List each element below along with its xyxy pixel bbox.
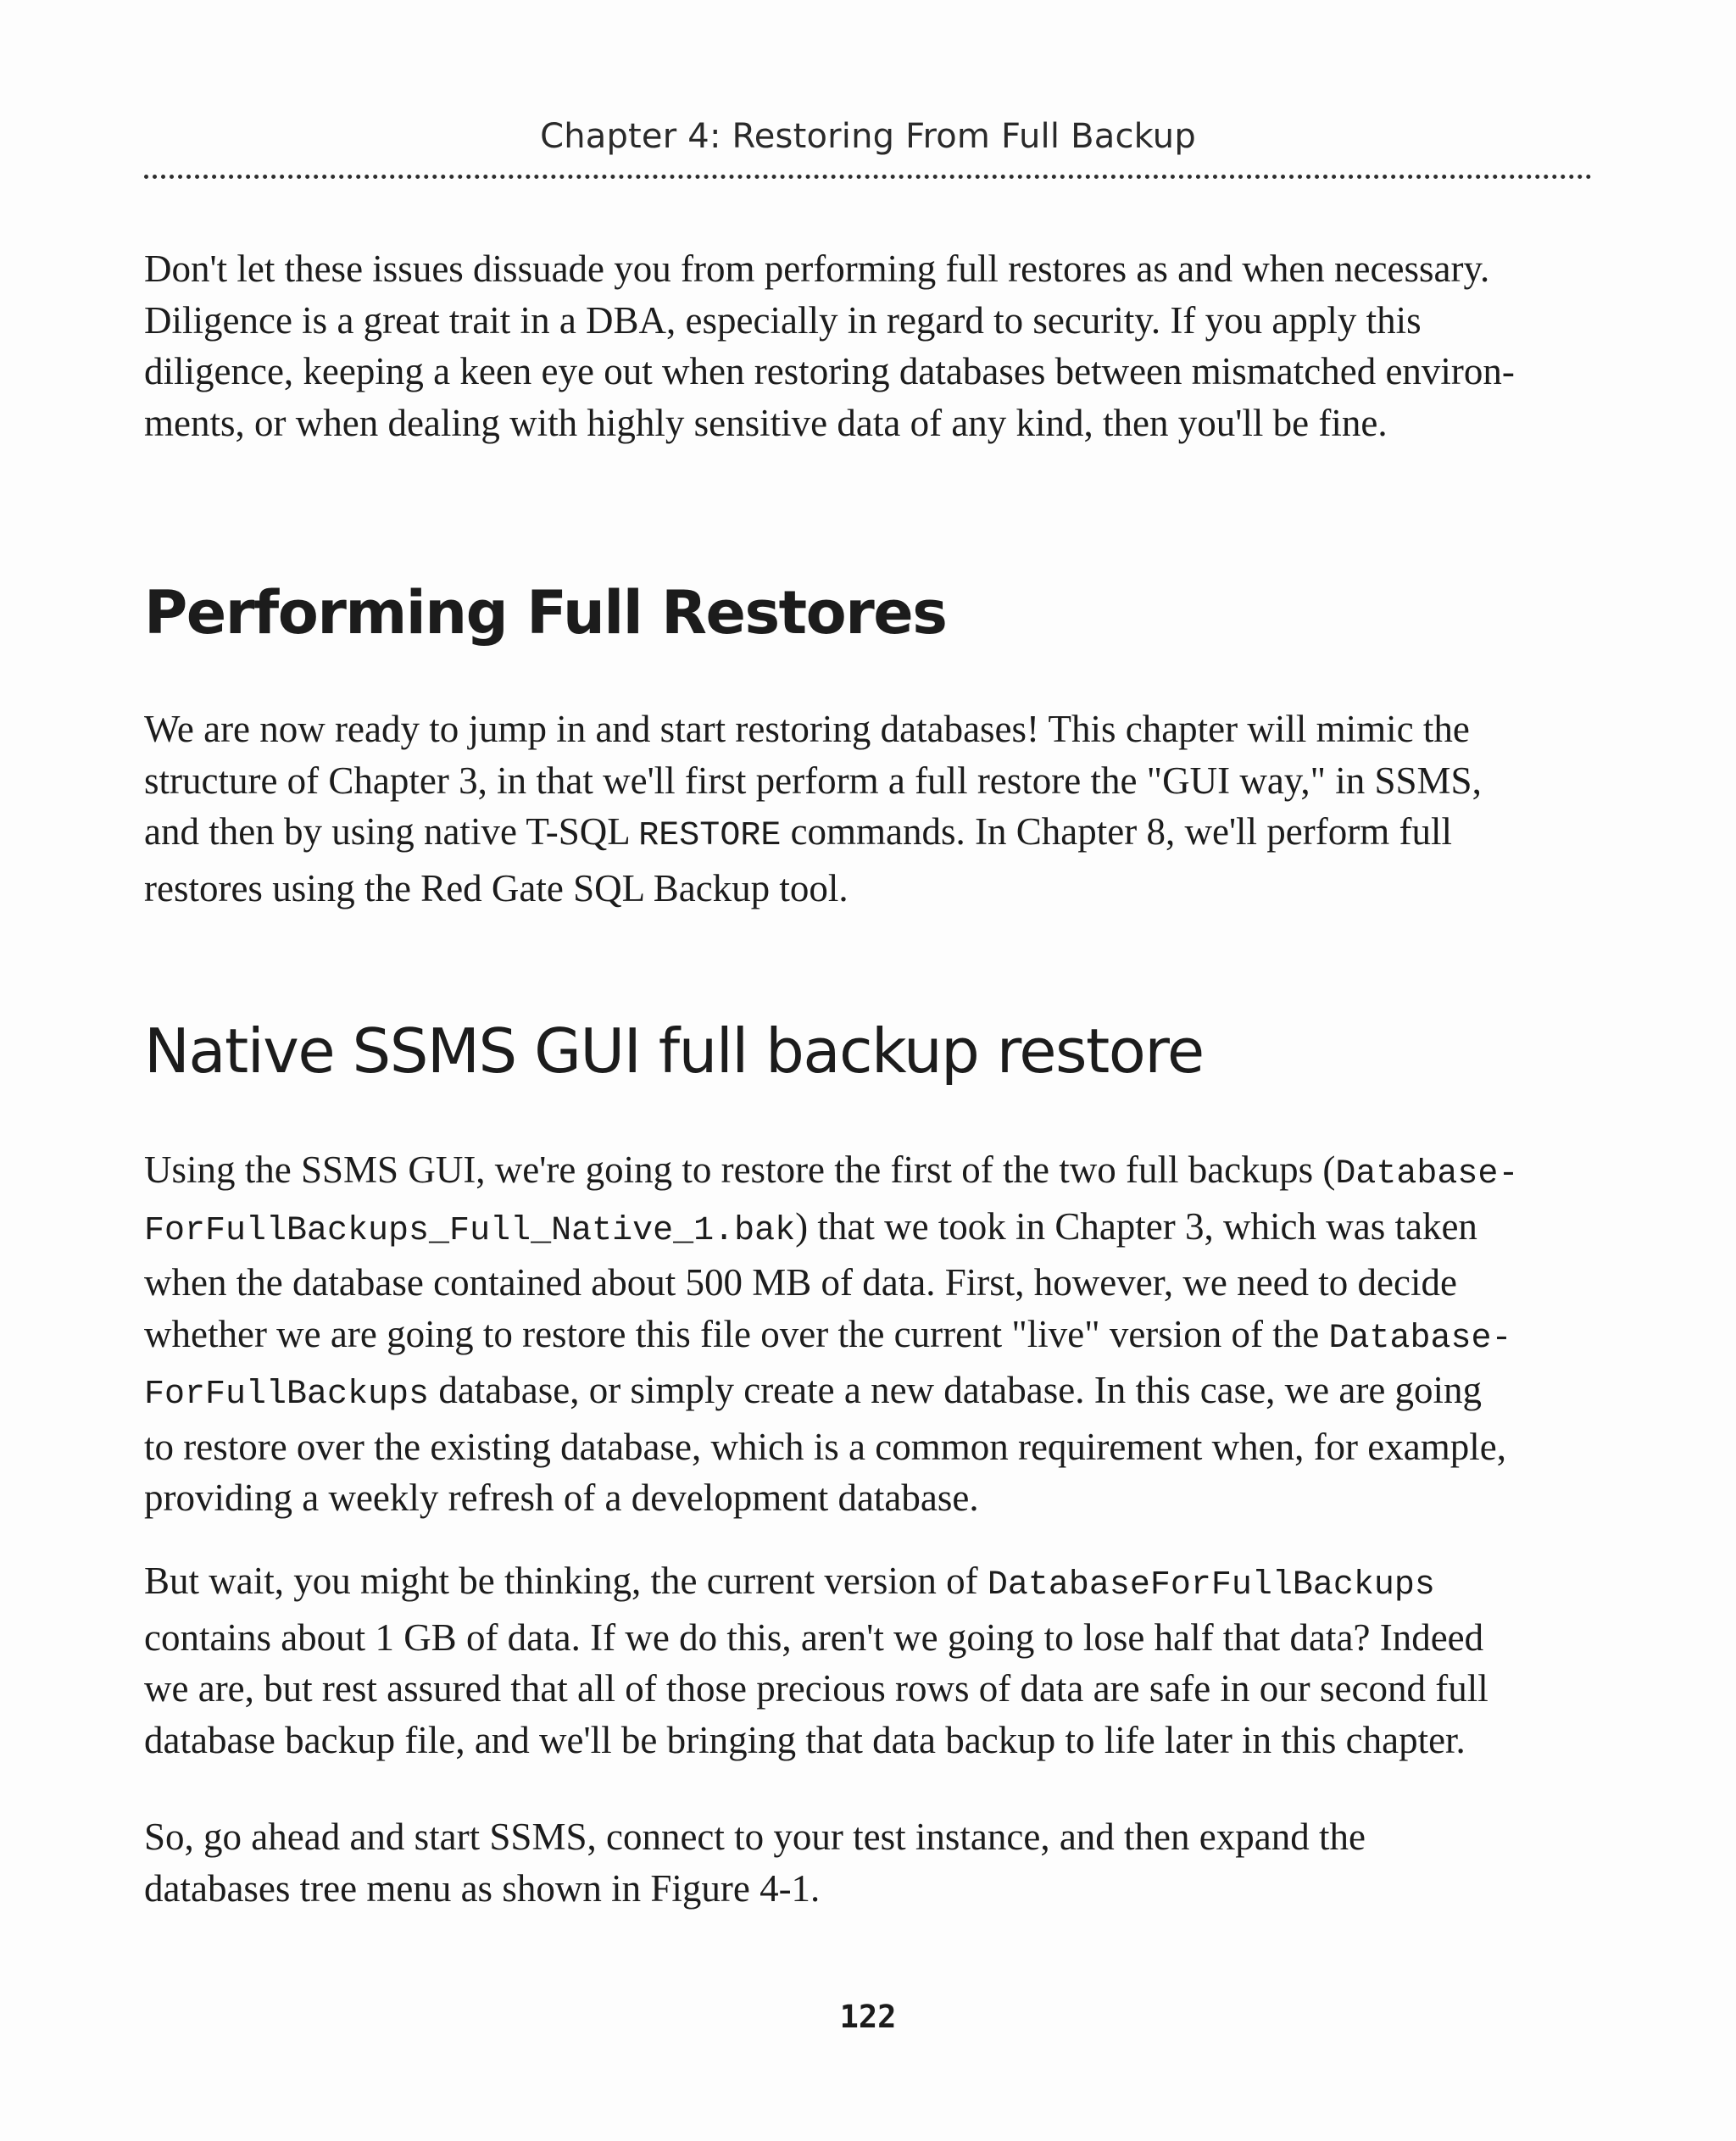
text-line: diligence, keeping a keen eye out when restoring databases between mismatched environ- [144,350,1515,392]
paragraph-intro [144,243,1592,448]
text-line: restores using the Red Gate SQL Backup tool. [144,866,849,909]
paragraph-but-wait [144,1555,1592,1766]
page-number: 122 [839,1999,897,2035]
section-heading: Performing Full Restores [144,578,947,648]
text-run: But wait, you might be thinking, the current version of [144,1560,988,1602]
text-line: Diligence is a great trait in a DBA, especially in regard to security. If you apply this [144,298,1422,342]
inline-code: RESTORE [638,817,782,855]
text-run: commands. In Chapter 8, we'll perform full [781,810,1452,853]
paragraph-ssms-gui [144,1144,1592,1524]
text-line [144,1201,1592,1258]
paragraph-go-ahead [144,1811,1592,1914]
text-line [144,1365,1592,1421]
text-line: to restore over the existing database, which is a common requirement when, for example, [144,1425,1506,1468]
text-line [144,1555,1592,1612]
book-page [144,0,1592,2141]
text-line: We are now ready to jump in and start restoring databases! This chapter will mimic the [144,708,1470,750]
subsection-heading: Native SSMS GUI full backup restore [144,1015,1204,1087]
text-line: providing a weekly refresh of a development database. [144,1476,979,1519]
text-line: database backup file, and we'll be bringing that data backup to life later in this chapter. [144,1718,1466,1761]
text-line: So, go ahead and start SSMS, connect to your test instance, and then expand the [144,1816,1366,1858]
text-run: ) that we took in Chapter 3, which was taken [795,1204,1477,1248]
text-run: whether we are going to restore this file over the current "live" version of the [144,1312,1329,1355]
text-line: structure of Chapter 3, in that we'll first perform a full restore the "GUI way," in SSMS, [144,759,1482,802]
inline-code: ForFullBackups [144,1376,430,1414]
text-line: we are, but rest assured that all of those precious rows of data are safe in our second full [144,1667,1488,1710]
inline-code: Database- [1328,1319,1512,1358]
text-line [144,806,1592,863]
inline-code: DatabaseForFullBackups [987,1566,1435,1604]
text-run: Using the SSMS GUI, we're going to restore the first of the two full backups ( [144,1148,1336,1191]
text-line: ments, or when dealing with highly sensitive data of any kind, then you'll be fine. [144,401,1388,444]
text-line [144,1309,1592,1365]
inline-code: Database- [1335,1155,1519,1193]
text-line [144,1144,1592,1201]
text-line: Don't let these issues dissuade you from performing full restores as and when necessary. [144,247,1490,290]
text-run: and then by using native T-SQL [144,810,639,853]
header-dotted-rule [144,175,1592,179]
running-header: Chapter 4: Restoring From Full Backup [540,117,1196,156]
text-line: contains about 1 GB of data. If we do this, aren't we going to lose half that data? Indeed [144,1615,1484,1659]
inline-code: ForFullBackups_Full_Native_1.bak [144,1211,796,1250]
text-line: databases tree menu as shown in Figure 4-1. [144,1866,821,1910]
text-line: when the database contained about 500 MB of data. First, however, we need to decide [144,1261,1457,1304]
text-run: database, or simply create a new database. In this case, we are going [429,1369,1483,1411]
paragraph-restores [144,703,1592,914]
